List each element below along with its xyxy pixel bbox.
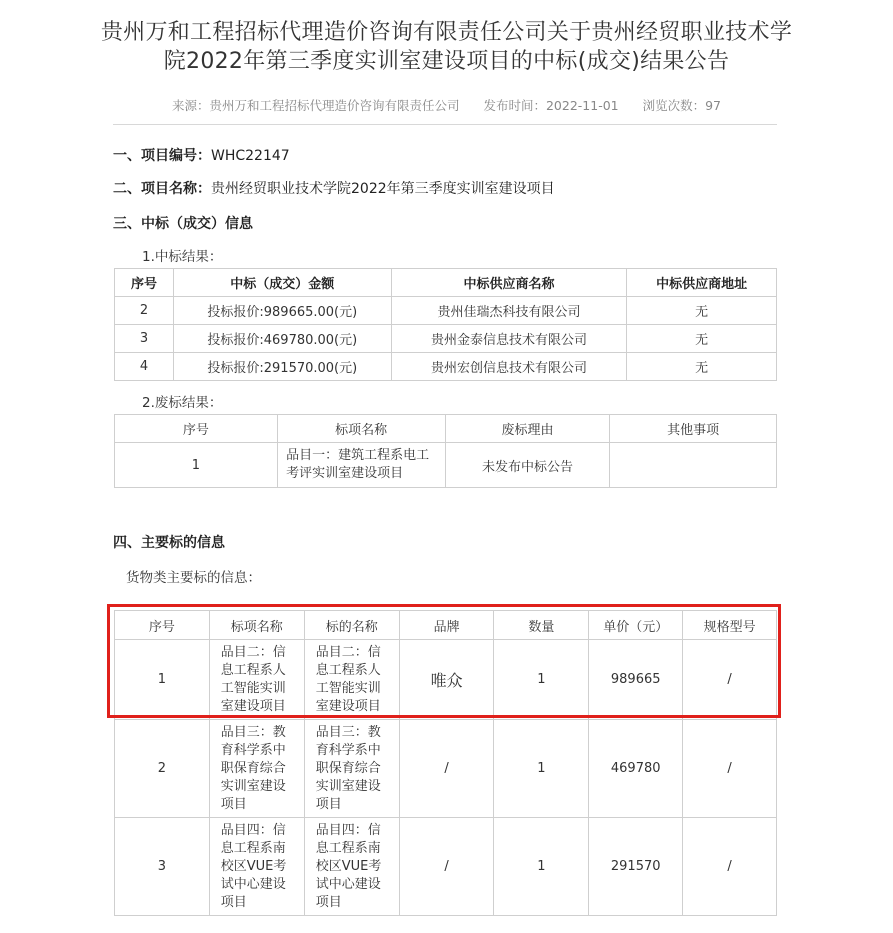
table-row <box>115 818 777 916</box>
page-title: 贵州万和工程招标代理造价咨询有限责任公司关于贵州经贸职业技术学院2022年第三季度实训室建设项目的中标(成交)结果公告 <box>100 20 793 74</box>
table-header-row <box>115 611 777 640</box>
table-row <box>115 353 777 381</box>
cell: / <box>399 818 494 916</box>
target-name: 品目二：信息工程系人工智能实训室建设项目 <box>315 644 381 714</box>
cell: 贵州佳瑞杰科技有限公司 <box>391 297 627 325</box>
cell <box>277 443 445 488</box>
cell: / <box>399 720 494 818</box>
article-meta <box>118 96 775 114</box>
cell <box>304 640 399 720</box>
divider <box>113 124 777 125</box>
col-header: 标项名称 <box>209 611 304 640</box>
cell: 投标报价:469780.00(元) <box>173 325 391 353</box>
cell <box>209 720 304 818</box>
cell: 唯众 <box>399 640 494 720</box>
cell: 无 <box>627 325 777 353</box>
col-header: 标的名称 <box>304 611 399 640</box>
cell: / <box>683 818 777 916</box>
cell <box>304 720 399 818</box>
project-name <box>113 178 555 198</box>
col-header: 中标供应商地址 <box>627 269 777 297</box>
cell: 989665 <box>589 640 683 720</box>
fail-subtitle: 2.废标结果： <box>142 395 223 411</box>
fail-result-table <box>114 414 777 488</box>
win-result-table <box>114 268 777 381</box>
cell <box>610 443 777 488</box>
cell: 投标报价:989665.00(元) <box>173 297 391 325</box>
col-header: 序号 <box>115 415 278 443</box>
table-header-row <box>115 269 777 297</box>
cell: 贵州宏创信息技术有限公司 <box>391 353 627 381</box>
cell: 1 <box>115 443 278 488</box>
cell: 3 <box>115 818 210 916</box>
col-header: 序号 <box>115 269 174 297</box>
cell: 4 <box>115 353 174 381</box>
target-name: 品目三：教育科学系中职保育综合实训室建设项目 <box>315 724 381 812</box>
target-name: 品目四：信息工程系南校区VUE考试中心建设项目 <box>315 822 382 910</box>
table-row <box>115 297 777 325</box>
col-header: 其他事项 <box>610 415 777 443</box>
cell: 投标报价:291570.00(元) <box>173 353 391 381</box>
view-count: 浏览次数：97 <box>642 98 722 113</box>
cell: 1 <box>494 640 589 720</box>
item-name: 品目二：信息工程系人工智能实训室建设项目 <box>220 644 286 714</box>
cell: 2 <box>115 297 174 325</box>
section-main-goods: 四、主要标的信息 <box>113 535 225 551</box>
cell: 贵州金泰信息技术有限公司 <box>391 325 627 353</box>
cell: 2 <box>115 720 210 818</box>
cell <box>209 818 304 916</box>
table-row <box>115 325 777 353</box>
col-header: 序号 <box>115 611 210 640</box>
cell: 1 <box>494 720 589 818</box>
cell <box>304 818 399 916</box>
section-win-info: 三、中标（成交）信息 <box>113 216 253 232</box>
project-number-value: WHC22147 <box>211 148 290 164</box>
cell: 1 <box>115 640 210 720</box>
publish-time: 发布时间：2022-11-01 <box>483 98 619 113</box>
table-row <box>115 443 777 488</box>
cell: / <box>683 640 777 720</box>
item-name: 品目三：教育科学系中职保育综合实训室建设项目 <box>220 724 286 812</box>
col-header: 单价（元） <box>589 611 683 640</box>
cell: 未发布中标公告 <box>445 443 610 488</box>
cell: 469780 <box>589 720 683 818</box>
col-header: 标项名称 <box>277 415 445 443</box>
cell: 3 <box>115 325 174 353</box>
cell: 无 <box>627 297 777 325</box>
cell <box>209 640 304 720</box>
table-header-row <box>115 415 777 443</box>
goods-subtitle: 货物类主要标的信息： <box>126 570 261 586</box>
goods-table <box>114 610 777 916</box>
project-name-value: 贵州经贸职业技术学院2022年第三季度实训室建设项目 <box>211 181 555 197</box>
item-name: 品目一：建筑工程系电工考评实训室建设项目 <box>286 448 430 481</box>
source-text: 来源：贵州万和工程招标代理造价咨询有限责任公司 <box>171 98 460 113</box>
win-subtitle: 1.中标结果： <box>142 249 223 265</box>
project-name-label: 二、项目名称： <box>113 181 211 197</box>
cell: / <box>683 720 777 818</box>
col-header: 品牌 <box>399 611 494 640</box>
table-row <box>115 720 777 818</box>
col-header: 中标（成交）金额 <box>173 269 391 297</box>
table-row <box>115 640 777 720</box>
cell: 1 <box>494 818 589 916</box>
item-name: 品目四：信息工程系南校区VUE考试中心建设项目 <box>220 822 287 910</box>
project-number <box>113 145 290 165</box>
cell: 291570 <box>589 818 683 916</box>
col-header: 数量 <box>494 611 589 640</box>
col-header: 规格型号 <box>683 611 777 640</box>
cell: 无 <box>627 353 777 381</box>
project-number-label: 一、项目编号： <box>113 148 211 164</box>
col-header: 废标理由 <box>445 415 610 443</box>
col-header: 中标供应商名称 <box>391 269 627 297</box>
